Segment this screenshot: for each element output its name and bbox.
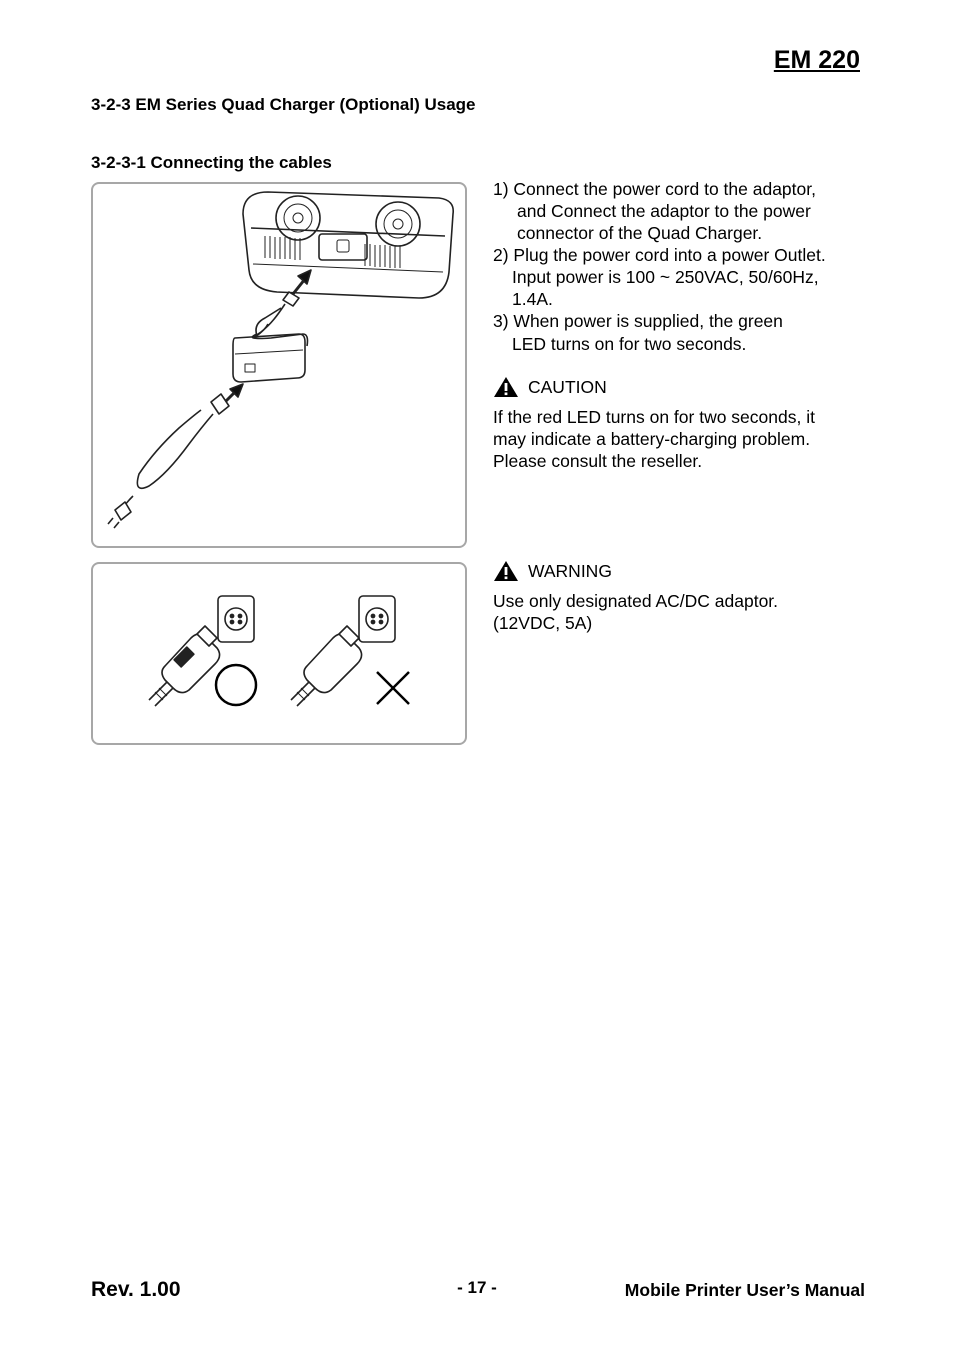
step-1-line-3: connector of the Quad Charger. <box>517 223 763 243</box>
list-item <box>493 244 826 310</box>
revision-label: Rev. 1.00 <box>91 1278 181 1301</box>
caution-line-2: may indicate a battery-charging problem. <box>493 429 811 449</box>
caution-line-1: If the red LED turns on for two seconds, it <box>493 407 815 427</box>
manual-title: Mobile Printer User’s Manual <box>624 1280 865 1300</box>
warning-triangle-icon <box>493 560 519 582</box>
caution-heading <box>493 376 607 398</box>
step-3-line-2: LED turns on for two seconds. <box>512 334 747 354</box>
cable-connection-figure <box>91 182 467 548</box>
list-item <box>493 310 783 355</box>
step-1-line-1: 1) Connect the power cord to the adaptor, <box>493 179 816 199</box>
warning-triangle-icon <box>493 376 519 398</box>
wrong-mark-icon <box>377 672 409 704</box>
warning-title: WARNING <box>528 561 612 581</box>
step-2-line-3: 1.4A. <box>512 289 553 309</box>
warning-line-1: Use only designated AC/DC adaptor. <box>493 591 779 611</box>
step-3-line-1: 3) When power is supplied, the green <box>493 311 783 331</box>
correct-mark-icon <box>216 665 256 705</box>
warning-line-2: (12VDC, 5A) <box>493 613 593 633</box>
caution-line-3: Please consult the reseller. <box>493 451 703 471</box>
page-number: - 17 - <box>457 1278 497 1297</box>
adaptor-brick <box>233 334 305 382</box>
charger-adaptor-illustration <box>93 184 465 546</box>
section-heading: 3-2-3 EM Series Quad Charger (Optional) Usage <box>91 95 476 114</box>
model-title: EM 220 <box>773 46 860 74</box>
subsection-heading: 3-2-3-1 Connecting the cables <box>91 153 332 172</box>
arrow-up-icon <box>298 270 311 284</box>
step-1-line-2: and Connect the adaptor to the power <box>517 201 811 221</box>
warning-text <box>493 590 778 634</box>
caution-text <box>493 406 815 472</box>
step-2-line-2: Input power is 100 ~ 250VAC, 50/60Hz, <box>512 267 819 287</box>
caution-title: CAUTION <box>528 377 607 397</box>
list-item <box>493 178 816 244</box>
plug-orientation-figure <box>91 562 467 745</box>
step-2-line-1: 2) Plug the power cord into a power Outlet. <box>493 245 826 265</box>
warning-heading <box>493 560 612 582</box>
